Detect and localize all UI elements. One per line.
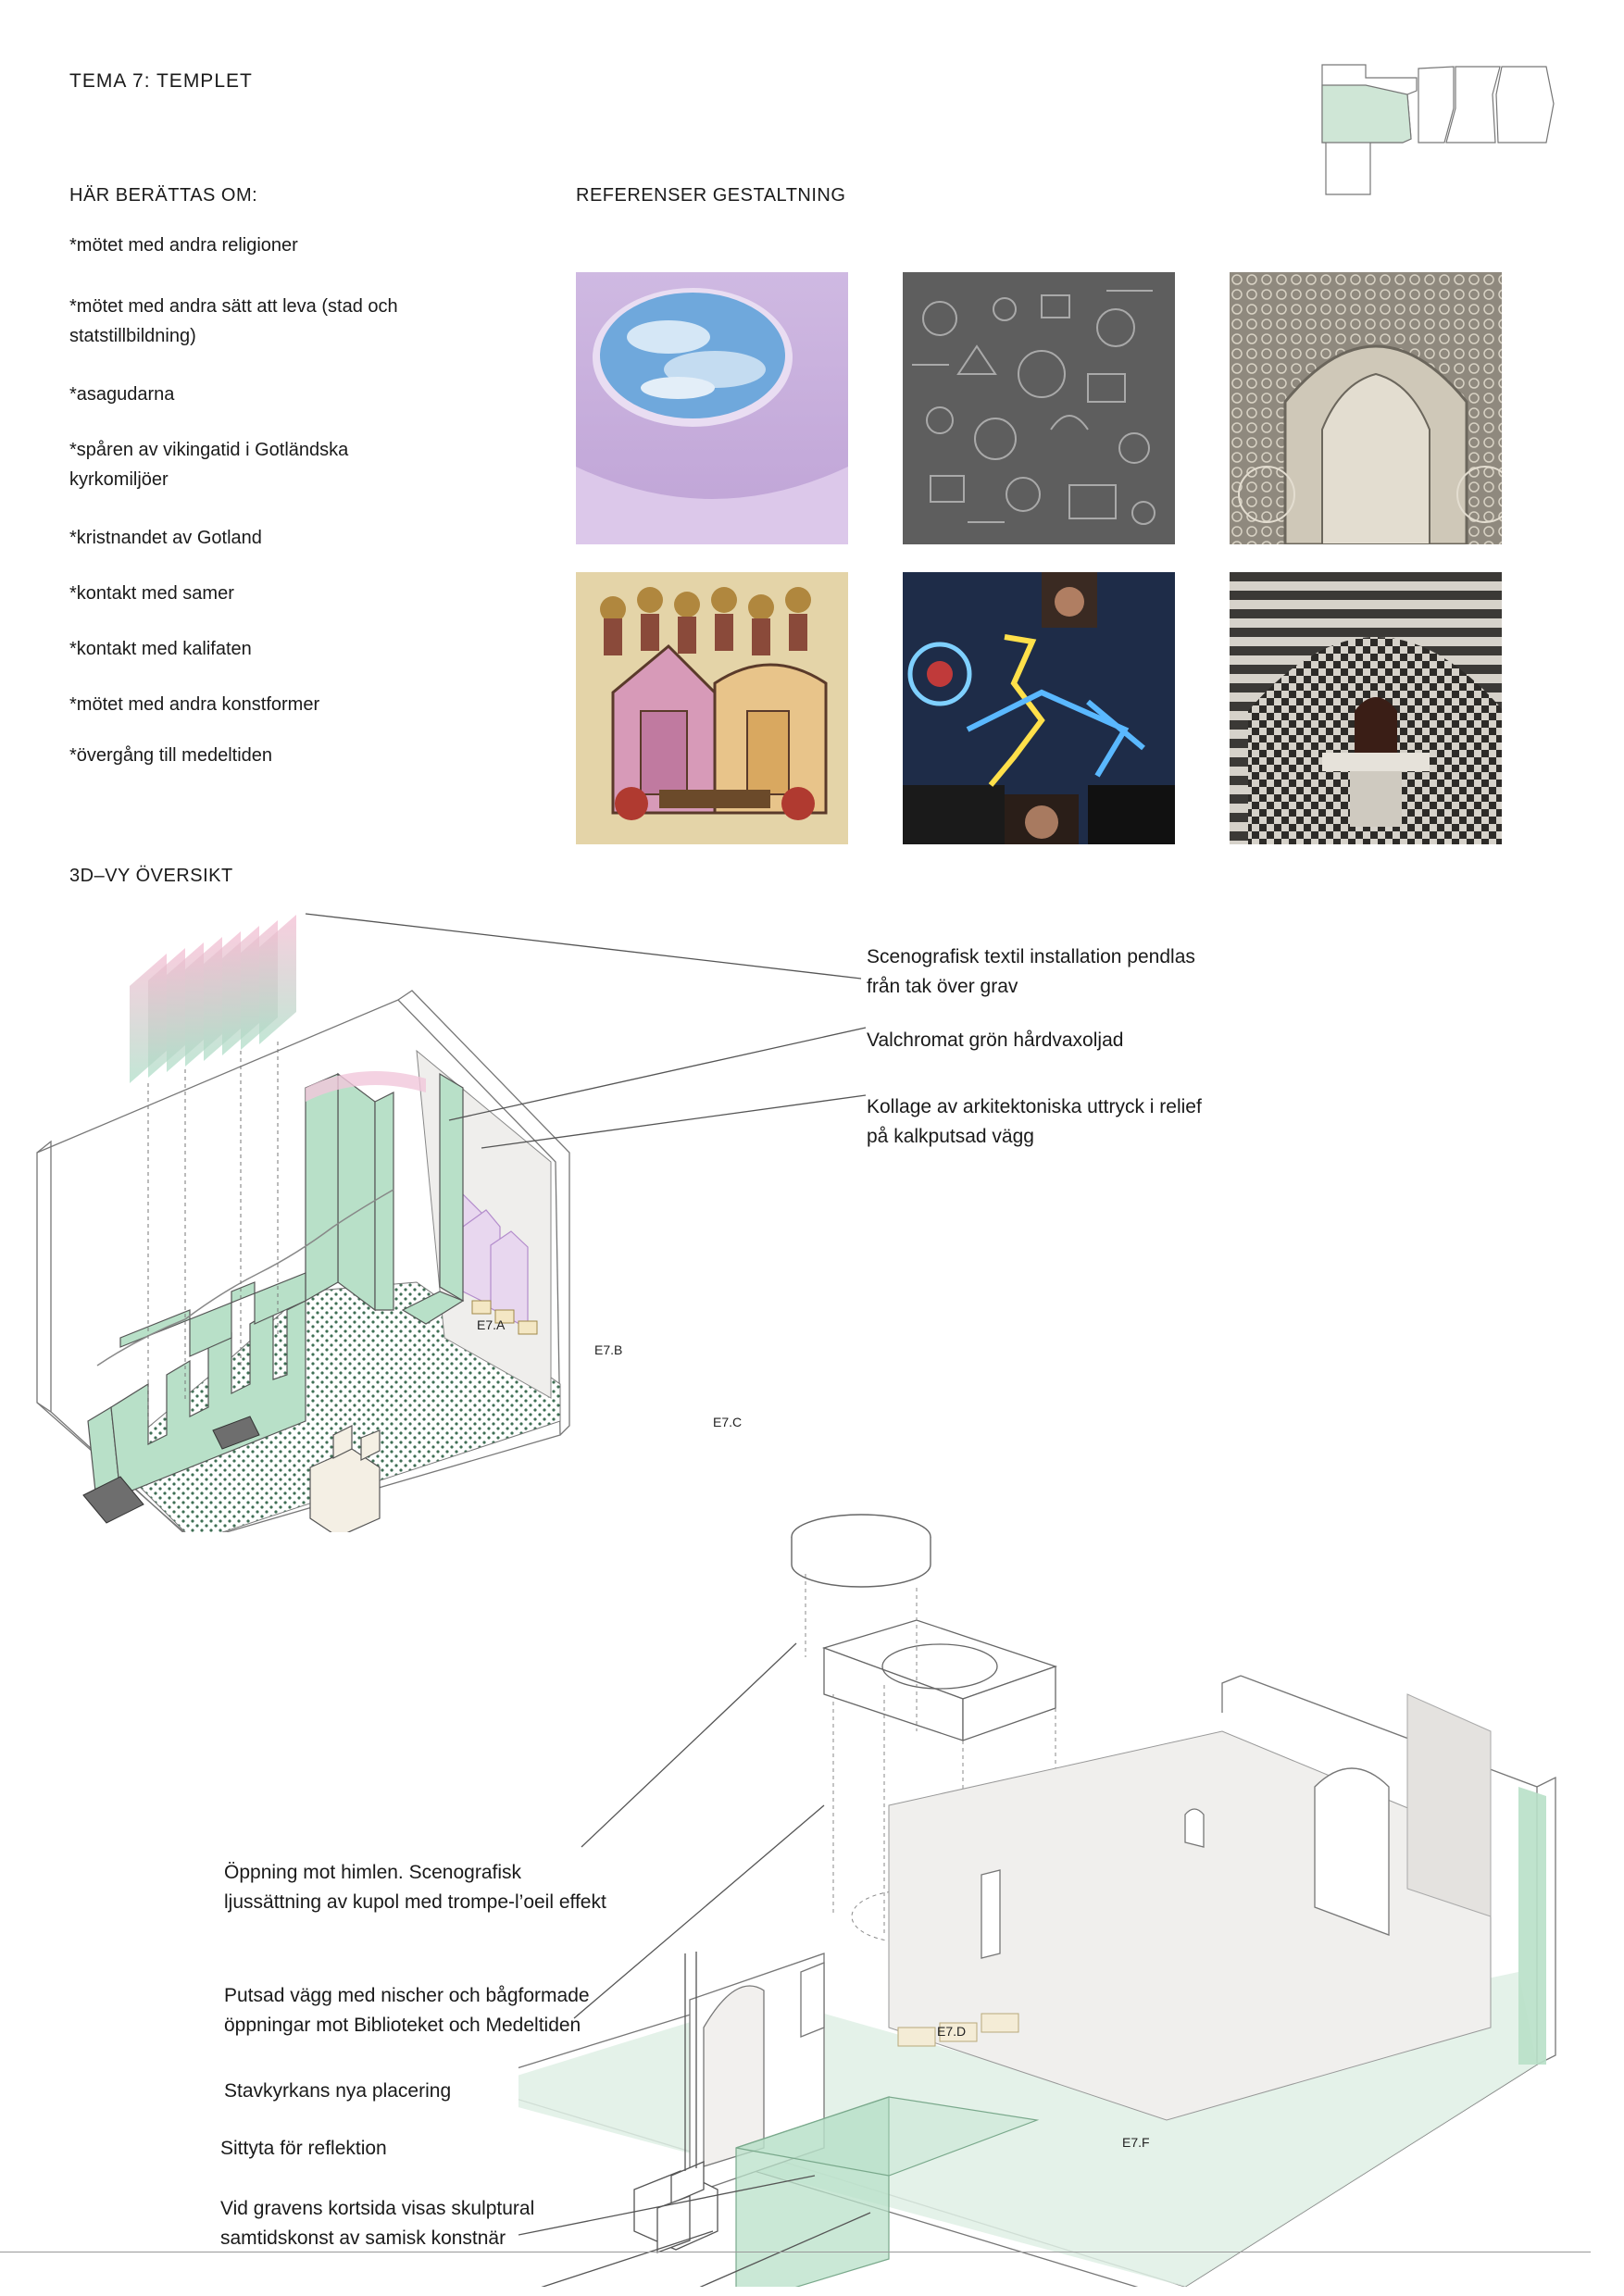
annotation-relief-collage: Kollage av arkitektoniska uttryck i relief på kalkputsad vägg: [867, 1096, 1202, 1147]
reference-image-checkered-arch: [1230, 572, 1502, 844]
topic-item: *kristnandet av Gotland: [69, 528, 262, 548]
dome-disc: [792, 1515, 931, 1587]
reference-image-sky-oculus: [576, 272, 848, 544]
reference-image-moorish-arch: [1230, 272, 1502, 544]
reference-image-manuscript: [576, 572, 848, 844]
axonometric-overview-top: [28, 903, 954, 1532]
topic-item: *spåren av vikingatid i Gotländska kyrkomiljöer: [69, 440, 349, 490]
annotation-plaster-wall: Putsad vägg med nischer och bågformade öppningar mot Biblioteket och Medeltiden: [224, 1985, 590, 2036]
zone-label: E7.B: [594, 1342, 623, 1357]
annotation-valchromat: Valchromat grön hårdvaxoljad: [867, 1029, 1124, 1051]
page-title: TEMA 7: TEMPLET: [69, 70, 253, 92]
topic-item: *asagudarna: [69, 384, 175, 405]
topics-heading: HÄR BERÄTTAS OM:: [69, 185, 258, 206]
overview-heading: 3D–VY ÖVERSIKT: [69, 866, 233, 886]
key-plan: [1315, 57, 1583, 206]
topic-item: *mötet med andra konstformer: [69, 694, 320, 715]
topic-item: *övergång till medeltiden: [69, 745, 273, 766]
key-plan-highlight: [1322, 85, 1411, 143]
topic-item: *kontakt med kalifaten: [69, 639, 252, 659]
topic-item: *kontakt med samer: [69, 583, 234, 604]
axonometric-overview-bottom: [518, 1509, 1611, 2287]
topic-item: *mötet med andra sätt att leva (stad och statstillbildning): [69, 296, 398, 346]
topic-item: *mötet med andra religioner: [69, 235, 298, 256]
zone-label: E7.A: [477, 1317, 506, 1332]
reference-image-relief-wall: [903, 272, 1175, 544]
zone-label: E7.D: [937, 2024, 967, 2039]
references-heading: REFERENSER GESTALTNING: [576, 185, 846, 206]
reference-image-neon-installation: [903, 572, 1175, 844]
annotation-textile: Scenografisk textil installation pendlas från tak över grav: [867, 946, 1195, 997]
annotation-sami-art: Vid gravens kortsida visas skulptural samtidskonst av samisk konstnär: [220, 2198, 535, 2249]
annotation-seating: Sittyta för reflektion: [220, 2138, 387, 2159]
zone-label: E7.C: [713, 1415, 743, 1429]
annotation-sky-opening: Öppning mot himlen. Scenografisk ljussättning av kupol med trompe-l’oeil effekt: [224, 1862, 606, 1913]
textile-installation: [130, 915, 296, 1083]
zone-label: E7.F: [1122, 2135, 1150, 2150]
annotation-stave-church: Stavkyrkans nya placering: [224, 2080, 452, 2102]
